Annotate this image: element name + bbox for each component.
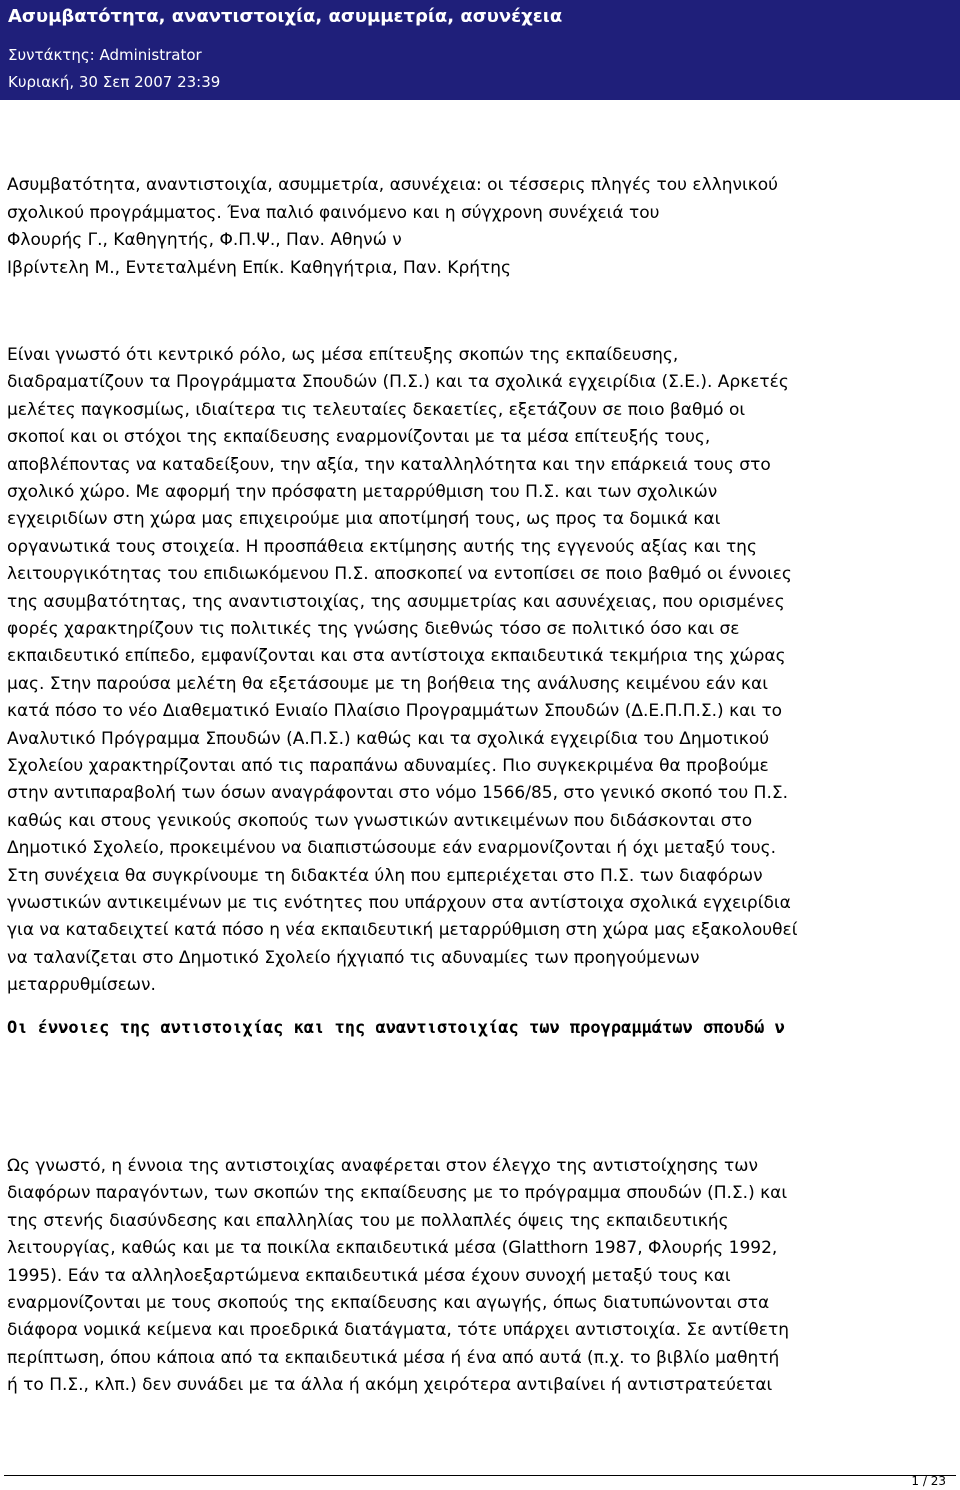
text-line: ή το Π.Σ., κλπ.) δεν συνάδει με τα άλλα ή ακόμη χειρότερα αντιβαίνει ή αντιστρατεύεται (7, 1375, 773, 1396)
text-line: σχολικό χώρο. Με αφορμή την πρόσφατη μεταρρύθμιση του Π.Σ. και των σχολικών (7, 482, 718, 502)
text-line: Δημοτικό Σχολείο, προκειμένου να διαπιστώσουμε εάν εναρμονίζονται ή όχι μεταξύ τους. (7, 838, 777, 859)
text-line: μεταρρυθμίσεων. (7, 975, 156, 996)
text-line: 1995). Εάν τα αλληλοεξαρτώμενα εκπαιδευτικά μέσα έχουν συνοχή μεταξύ τους και (7, 1265, 731, 1286)
text-line: λειτουργίας, καθώς και με τα ποικίλα εκπαιδευτικά μέσα (Glatthorn 1987, Φλουρής 1992, (7, 1238, 778, 1259)
text-line: διαδραματίζουν τα Προγράμματα Σπουδών (Π.Σ.) και τα σχολικά εγχειρίδια (Σ.Ε.). Αρκετές (7, 372, 789, 393)
text-line: φορές χαρακτηρίζουν τις πολιτικές της γνώσης διεθνώς τόσο σε πολιτικό όσο και σε (7, 619, 740, 639)
text-line: Ως γνωστό, η έννοια της αντιστοιχίας αναφέρεται στον έλεγχο της αντιστοίχησης των (7, 1156, 758, 1176)
intro-line: Ιβρίντελη Μ., Εντεταλμένη Επίκ. Καθηγήτρια, Παν. Κρήτης (7, 257, 511, 278)
text-line: εγχειριδίων στη χώρα μας επιχειρούμε μια αποτίμησή τους, ως προς τα δομικά και (7, 509, 721, 530)
text-line: λειτουργικότητας του επιδιωκόμενου Π.Σ. αποσκοπεί να εντοπίσει σε ποιο βαθμό οι έννοιες (7, 564, 792, 585)
text-line: Είναι γνωστό ότι κεντρικό ρόλο, ως μέσα επίτευξης σκοπών της εκπαίδευσης, (7, 345, 679, 365)
text-line: μας. Στην παρούσα μελέτη θα εξετάσουμε με τη βοήθεια της ανάλυσης κειμένου εάν και (7, 673, 769, 694)
document-header (0, 0, 960, 100)
text-line: καθώς και στους γενικούς σκοπούς των γνωστικών αντικειμένων που διδάσκονται στο (7, 810, 753, 831)
document-title: Ασυμβατότητα, αναντιστοιχία, ασυμμετρία, ασυνέχεια (8, 6, 563, 27)
intro-line: Ασυμβατότητα, αναντιστοιχία, ασυμμετρία, ασυνέχεια: οι τέσσερις πληγές του ελληνικού (7, 175, 778, 195)
text-line: για να καταδειχτεί κατά πόσο η νέα εκπαιδευτική μεταρρύθμιση στη χώρα μας εξακολουθεί (7, 920, 798, 941)
text-line: σκοποί και οι στόχοι της εκπαίδευσης εναρμονίζονται με τα μέσα επίτευξής τους, (7, 427, 711, 448)
text-line: Σχολείου χαρακτηρίζονται από τις παραπάνω αδυναμίες. Πιο συγκεκριμένα θα προβούμε (7, 756, 769, 776)
text-line: Στη συνέχεια θα συγκρίνουμε τη διδακτέα ύλη που εμπεριέχεται στο Π.Σ. των διαφόρων (7, 865, 763, 886)
section-heading: Οι έννοιες της αντιστοιχίας και της αναντιστοιχίας των προγραμμάτων σπουδώ ν (7, 1018, 785, 1038)
text-line: της ασυμβατότητας, της αναντιστοιχίας, της ασυμμετρίας και ασυνέχειας, που ορισμένες (7, 591, 785, 612)
text-line: κατά πόσο το νέο Διαθεματικό Ενιαίο Πλαίσιο Προγραμμάτων Σπουδών (Δ.Ε.Π.Π.Σ.) και το (7, 701, 783, 722)
text-line: οργανωτικά τους στοιχεία. Η προσπάθεια εκτίμησης αυτής της εγγενούς αξίας και της (7, 536, 757, 557)
text-line: διαφόρων παραγόντων, των σκοπών της εκπαίδευσης με το πρόγραμμα σπουδών (Π.Σ.) και (7, 1183, 788, 1204)
intro-line: σχολικού προγράμματος. Ένα παλιό φαινόμενο και η σύγχρονη συνέχειά του (7, 202, 660, 223)
text-line: εναρμονίζονται με τους σκοπούς της εκπαίδευσης και αγωγής, όπως διατυπώνονται στα (7, 1293, 770, 1313)
text-line: μελέτες παγκοσμίως, ιδιαίτερα τις τελευταίες δεκαετίες, εξετάζουν σε ποιο βαθμό οι (7, 399, 746, 420)
text-line: αποβλέποντας να καταδείξουν, την αξία, την καταλληλότητα και την επάρκειά τους στο (7, 454, 771, 475)
text-line: εκπαιδευτικό επίπεδο, εμφανίζονται και στα αντίστοιχα εκπαιδευτικά τεκμήρια της χώρας (7, 646, 786, 667)
text-line: διάφορα νομικά κείμενα και προεδρικά διατάγματα, τότε υπάρχει αντιστοιχία. Σε αντίθετη (7, 1320, 789, 1341)
text-line: να ταλανίζεται στο Δημοτικό Σχολείο ήχγιαπό τις αδυναμίες των προηγούμενων (7, 947, 700, 968)
text-line: Αναλυτικό Πρόγραμμα Σπουδών (Α.Π.Σ.) καθώς και τα σχολικά εγχειρίδια του Δημοτικού (7, 728, 770, 749)
text-line: γνωστικών αντικειμένων με τις ενότητες που υπάρχουν στα αντίστοιχα σχολικά εγχειρίδια (7, 893, 791, 913)
text-line: της στενής διασύνδεσης και επαλληλίας του με πολλαπλές όψεις της εκπαιδευτικής (7, 1210, 729, 1231)
text-line: περίπτωση, όπου κάποια από τα εκπαιδευτικά μέσα ή ένα από αυτά (π.χ. το βιβλίο μαθητή (7, 1347, 780, 1368)
author-line: Συντάκτης: Administrator (8, 46, 202, 64)
date-line: Κυριακή, 30 Σεπ 2007 23:39 (8, 73, 221, 91)
intro-line: Φλουρής Γ., Καθηγητής, Φ.Π.Ψ., Παν. Αθηνώ ν (7, 230, 402, 250)
footer-divider (4, 1475, 956, 1476)
text-line: στην αντιπαραβολή των όσων αναγράφονται στο νόμο 1566/85, στο γενικό σκοπό του Π.Σ. (7, 783, 788, 804)
page-number: 1 / 23 (911, 1474, 946, 1488)
